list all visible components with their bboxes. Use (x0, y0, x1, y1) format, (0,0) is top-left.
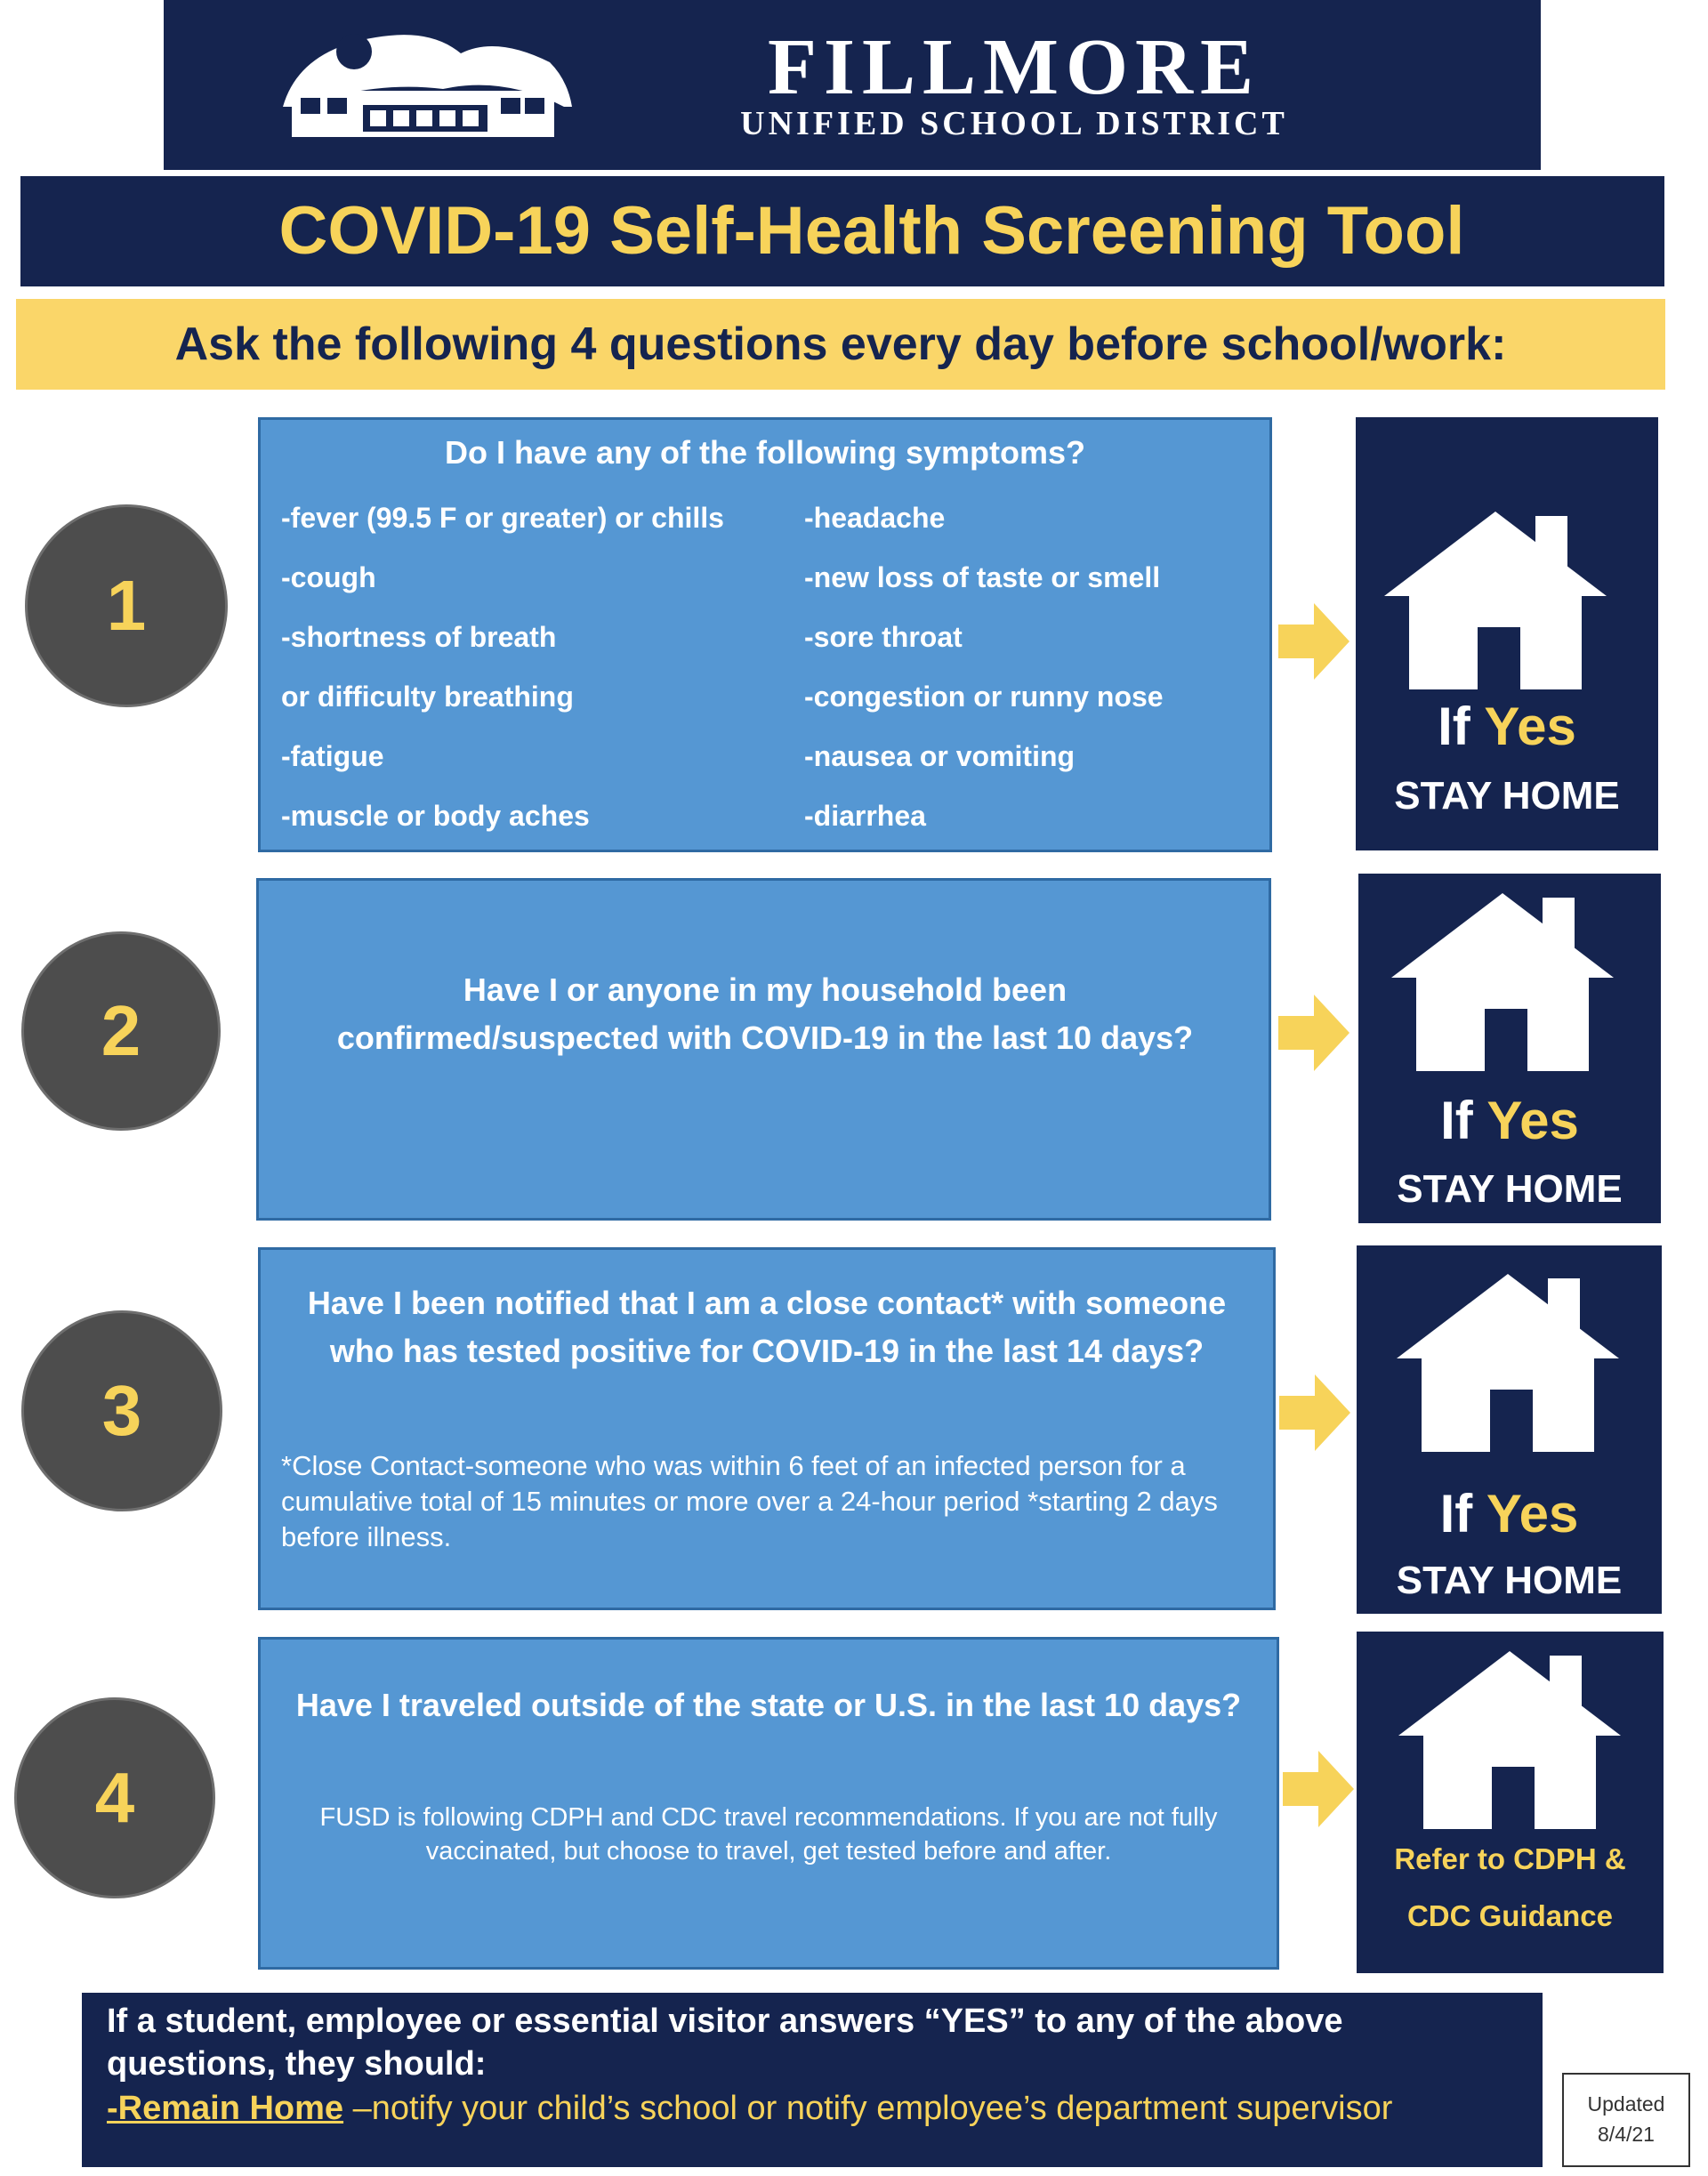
arrow-right-icon (1278, 603, 1349, 680)
house-icon (1397, 1274, 1619, 1452)
district-subtitle: UNIFIED SCHOOL DISTRICT (740, 105, 1288, 142)
arrow-right-icon (1279, 1374, 1350, 1451)
question-number-circle: 3 (21, 1310, 222, 1511)
if-word: If (1440, 1091, 1473, 1150)
question-number-circle: 1 (25, 504, 228, 707)
remain-home-label: -Remain Home (107, 2090, 344, 2127)
stay-home-label: STAY HOME (1394, 774, 1620, 818)
remain-home-instructions: –notify your child’s school or notify employee’s department supervisor (343, 2090, 1393, 2127)
yes-word: Yes (1486, 1484, 1579, 1543)
page-title: COVID-19 Self-Health Screening Tool (278, 193, 1465, 269)
if-word: If (1438, 697, 1470, 756)
house-icon (1391, 893, 1614, 1071)
symptom-item: -fatigue (281, 740, 384, 772)
if-yes-label (1357, 1483, 1662, 1544)
refer-guidance-line1: Refer to CDPH & (1394, 1842, 1626, 1875)
symptom-item: -diarrhea (804, 800, 926, 832)
symptom-item: -headache (804, 502, 946, 534)
house-icon (1398, 1651, 1621, 1829)
question-heading: Have I or anyone in my household been confirmed/suspected with COVID-19 in the last 10 days? (336, 971, 1194, 1056)
question-heading: Have I traveled outside of the state or U.S. in the last 10 days? (295, 1687, 1242, 1723)
stay-home-label: STAY HOME (1397, 1167, 1623, 1211)
yes-word: Yes (1484, 697, 1576, 756)
travel-note: FUSD is following CDPH and CDC travel recommendations. If you are not fully vaccinated, but choose to travel, get tested before and after. (319, 1803, 1218, 1866)
if-word: If (1439, 1484, 1473, 1543)
yes-word: Yes (1486, 1091, 1579, 1150)
if-yes-label (1358, 1090, 1661, 1151)
question-number-circle: 2 (21, 931, 221, 1131)
symptom-item: -fever (99.5 F or greater) or chills (281, 502, 724, 534)
page-subtitle: Ask the following 4 questions every day before school/work: (174, 318, 1507, 370)
arrow-right-icon (1283, 1751, 1354, 1827)
district-name: FILLMORE (767, 23, 1261, 111)
district-logo (283, 27, 572, 142)
question-heading: Have I been notified that I am a close contact* with someone who has tested positive for COVID-19 in the last 14 days? (307, 1285, 1227, 1369)
house-icon (1384, 512, 1607, 689)
updated-label: Updated (1587, 2092, 1665, 2116)
symptom-item: -nausea or vomiting (804, 740, 1076, 772)
symptom-item: -new loss of taste or smell (804, 561, 1161, 593)
question-number-circle: 4 (14, 1697, 215, 1898)
if-yes-label (1356, 696, 1658, 757)
refer-guidance-line2: CDC Guidance (1406, 1899, 1614, 1932)
remain-home-line (107, 2087, 1530, 2130)
stay-home-label: STAY HOME (1396, 1559, 1623, 1602)
symptom-item: -cough (281, 561, 376, 593)
updated-date-box (1562, 2073, 1690, 2167)
symptom-item: -congestion or runny nose (804, 681, 1164, 713)
symptom-item: -shortness of breath (281, 621, 557, 653)
symptom-item: -muscle or body aches (281, 800, 590, 832)
updated-date: 8/4/21 (1598, 2123, 1655, 2146)
symptom-item: or difficulty breathing (281, 681, 574, 713)
close-contact-note: *Close Contact-someone who was within 6 feet of an infected person for a cumulative total of 15 minutes or more over a 24-hour period *starting 2 days before illness. (281, 1450, 1218, 1552)
symptom-item: -sore throat (804, 621, 963, 653)
question-heading: Do I have any of the following symptoms? (444, 434, 1086, 471)
bottom-instructions-text: If a student, employee or essential visitor answers “YES” to any of the above questions, they should: (107, 2003, 1343, 2083)
arrow-right-icon (1278, 995, 1349, 1071)
